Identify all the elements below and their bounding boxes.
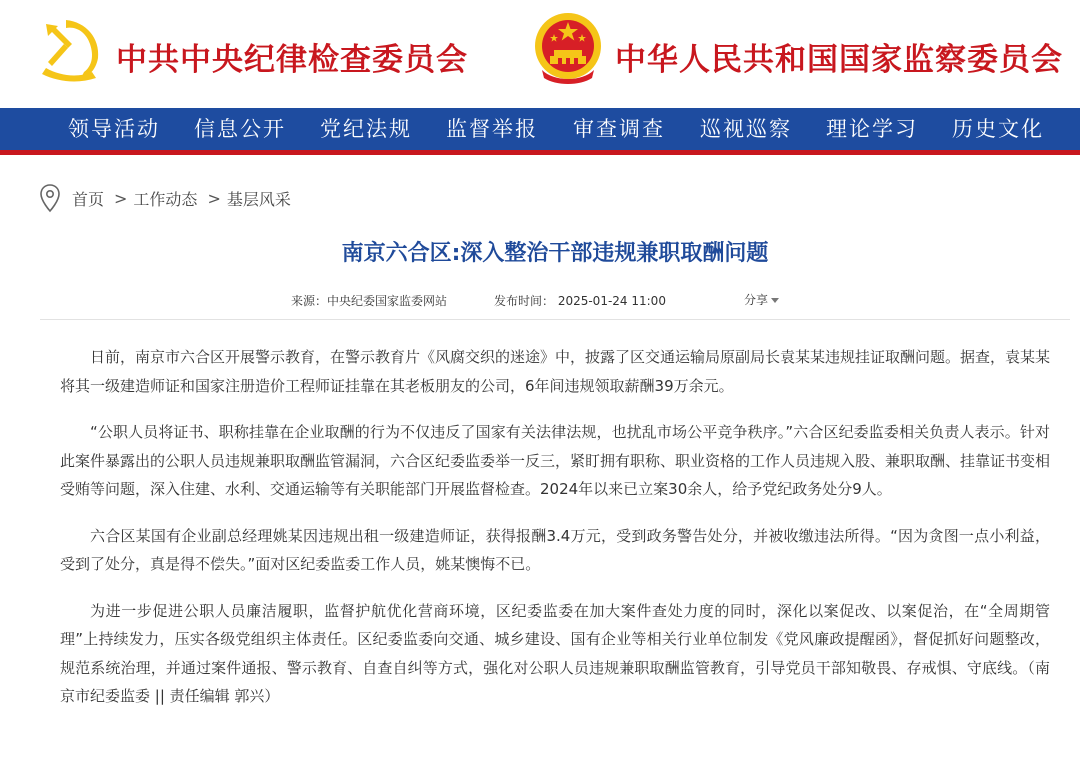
chevron-down-icon — [771, 298, 779, 303]
nav-item-theory[interactable]: 理论学习 — [826, 117, 918, 141]
article-body — [60, 343, 1050, 729]
nav-item-history[interactable]: 历史文化 — [952, 117, 1044, 141]
supervision-commission-title[interactable]: 中华人民共和国国家监察委员会 — [615, 42, 1063, 78]
article-paragraph: 日前，南京市六合区开展警示教育，在警示教育片《风腐交织的迷途》中，披露了区交通运输局原副局长袁某某违规挂证取酬问题。据查，袁某某将其一级建造师证和国家注册造价工程师证挂靠在其老板朋友的公司，6年间违规领取薪酬39万余元。 — [60, 348, 1051, 395]
site-header — [0, 0, 1080, 108]
nav-item-investigation[interactable]: 审查调查 — [573, 117, 665, 141]
share-label: 分享 — [744, 293, 769, 307]
divider — [40, 319, 1070, 320]
nav-item-regulations[interactable]: 党纪法规 — [320, 117, 412, 141]
article-paragraph: 为进一步促进公职人员廉洁履职，监督护航优化营商环境，区纪委监委在加大案件查处力度的同时，深化以案促改、以案促治，在“全周期管理”上持续发力，压实各级党组织主体责任。区纪委监委向交通、城乡建设、国有企业等相关行业单位制发《党风廉政提醒函》，督促抓好问题整改，规范系统治理，并通过案件通报、警示教育、自查自纠等方式，强化对公职人员违规兼职取酬监管教育，引导党员干部知敬畏、存戒惧、守底线。（南京市纪委监委 || 责任编辑 郭兴） — [60, 601, 1050, 705]
breadcrumb-separator: > — [207, 188, 221, 208]
article-source: 来源：中央纪委国家监委网站 — [291, 294, 448, 308]
article-paragraph: 六合区某国有企业副总经理姚某因违规出租一级建造师证，获得报酬3.4万元，受到政务警告处分，并被收缴违法所得。“因为贪图一点小利益，受到了处分，真是得不偿失。”面对区纪委监委工作人员，姚某懊悔不已。 — [60, 526, 1050, 573]
national-emblem-icon — [532, 12, 604, 86]
breadcrumb-home[interactable]: 首页 — [72, 189, 105, 209]
nav-item-info-disclosure[interactable]: 信息公开 — [194, 117, 286, 141]
nav-item-leadership[interactable]: 领导活动 — [68, 117, 160, 141]
article-publish-time: 发布时间： 2025-01-24 11:00 — [494, 294, 666, 308]
party-emblem-icon — [38, 14, 106, 82]
main-nav — [0, 108, 1080, 155]
nav-item-inspection[interactable]: 巡视巡察 — [700, 117, 792, 141]
location-pin-icon — [38, 183, 62, 213]
cpc-commission-title[interactable]: 中共中央纪律检查委员会 — [116, 42, 468, 78]
nav-item-report[interactable]: 监督举报 — [446, 117, 538, 141]
breadcrumb-grassroots[interactable]: 基层风采 — [226, 189, 291, 209]
breadcrumb — [38, 182, 291, 214]
breadcrumb-separator: > — [114, 188, 128, 208]
share-button[interactable] — [744, 291, 779, 308]
article-title: 南京六合区:深入整治干部违规兼职取酬问题 — [341, 241, 769, 266]
article-paragraph: “公职人员将证书、职称挂靠在企业取酬的行为不仅违反了国家有关法律法规，也扰乱市场公平竞争秩序。”六合区纪委监委相关负责人表示。针对此案件暴露出的公职人员违规兼职取酬监管漏洞，六合区纪委监委举一反三，紧盯拥有职称、职业资格的工作人员违规入股、兼职取酬、挂靠证书变相受贿等问题，深入住建、水利、交通运输等有关职能部门开展监督检查。2024年以来已立案30余人，给予党纪政务处分9人。 — [60, 423, 1051, 498]
breadcrumb-work-news[interactable]: 工作动态 — [133, 189, 198, 209]
